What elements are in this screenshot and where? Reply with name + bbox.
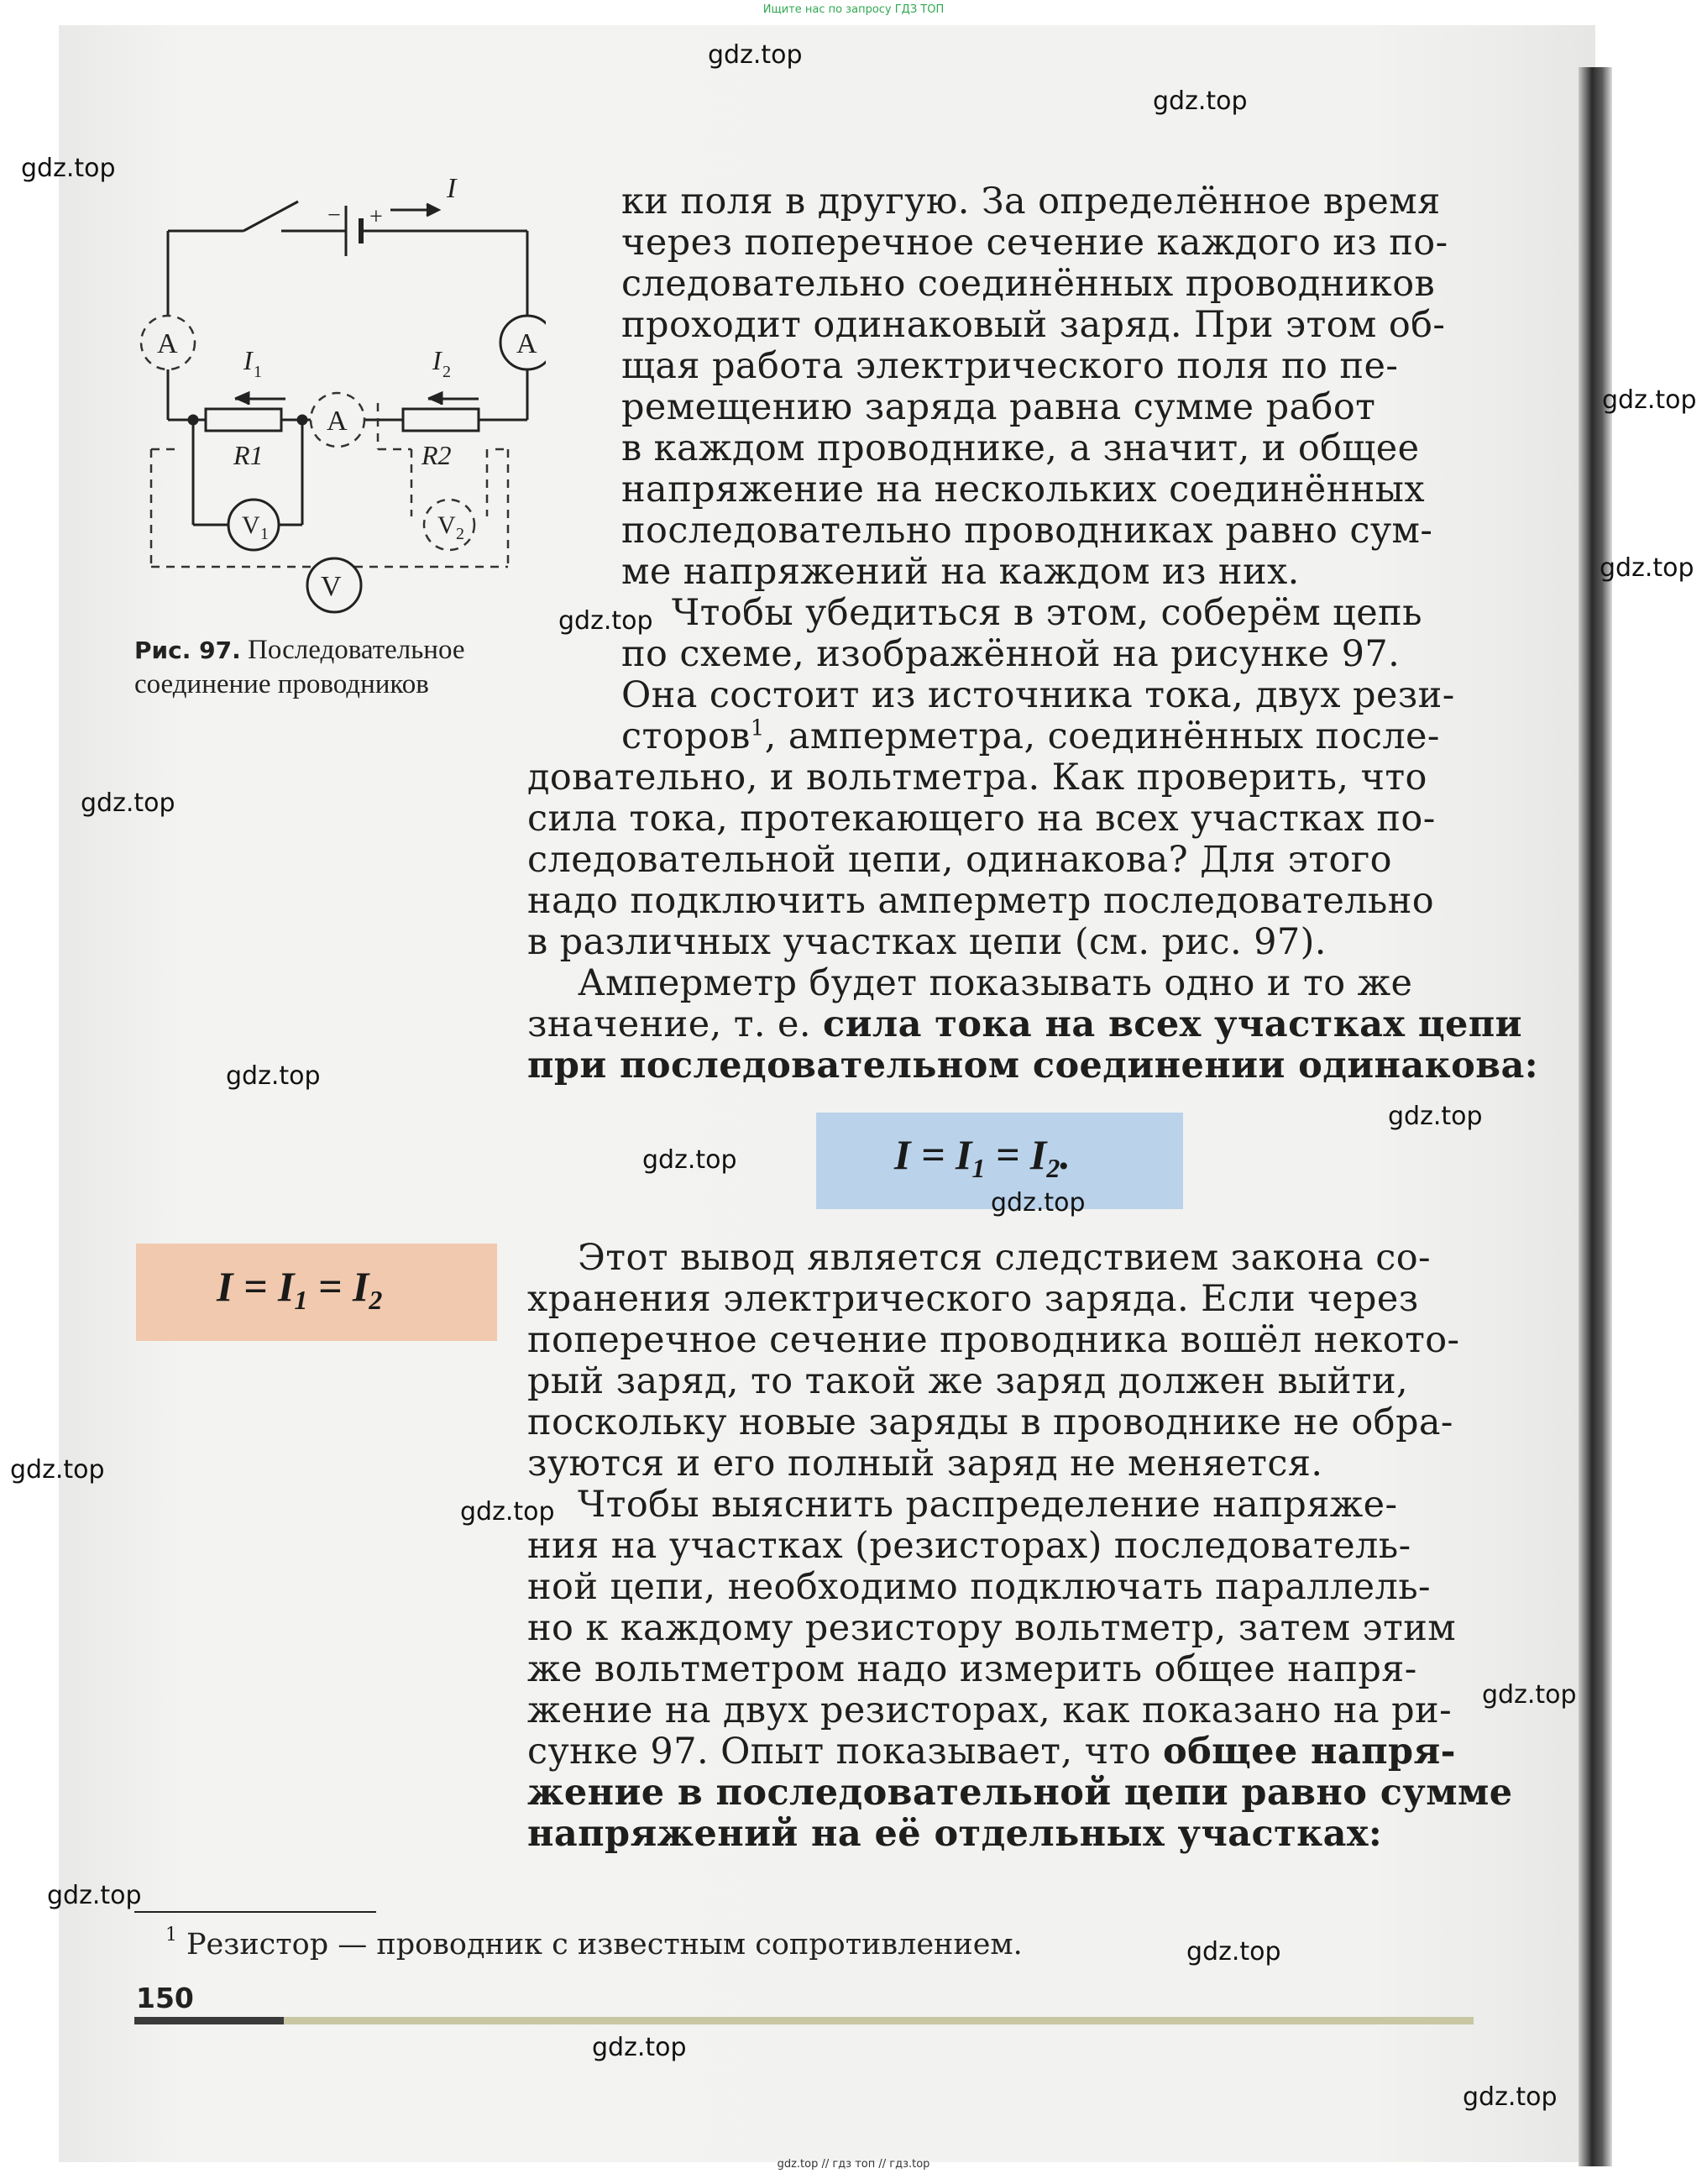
current-label: I — [447, 173, 457, 204]
text-line: последовательно проводниках равно сум- — [621, 510, 1433, 552]
header-note: Ищите нас по запросу ГДЗ ТОП — [762, 3, 945, 16]
formula-current-equality-margin — [217, 1262, 382, 1316]
formula-current-equality — [894, 1130, 1071, 1184]
watermark: gdz.top — [592, 2033, 687, 2062]
text-span: , амперметра, соединённых после- — [764, 715, 1440, 757]
text-line — [527, 1813, 1382, 1855]
figure-caption-label: Рис. 97. — [134, 636, 241, 664]
text-line: рый заряд, то такой же заряд должен выйти, — [527, 1360, 1409, 1402]
text-line: Этот вывод является следствием закона со- — [578, 1237, 1431, 1279]
text-line: ния на участках (резисторах) последователь- — [527, 1525, 1411, 1567]
r2-label: R2 — [422, 440, 452, 470]
watermark: gdz.top — [460, 1497, 555, 1527]
watermark: gdz.top — [1153, 86, 1248, 116]
figure-caption — [134, 633, 487, 701]
i2-label: I — [432, 345, 442, 375]
bold-text: жение в последовательной цепи равно сумме — [527, 1772, 1513, 1814]
formula-part: = I — [985, 1131, 1047, 1178]
watermark: gdz.top — [1388, 1102, 1483, 1131]
formula-part: I = I — [894, 1131, 972, 1178]
ammeter-label-right: A — [516, 328, 537, 359]
text-line: следовательно соединённых проводников — [621, 263, 1436, 305]
bold-text: общее напря- — [1163, 1731, 1456, 1773]
text-line: следовательной цепи, одинакова? Для этого — [527, 839, 1392, 881]
page-number: 150 — [136, 1982, 194, 2014]
ammeter-label-left: A — [157, 328, 178, 359]
text-line — [527, 1731, 1456, 1773]
watermark: gdz.top — [558, 606, 653, 636]
text-line: надо подключить амперметр последовательно — [527, 880, 1435, 922]
text-line — [527, 1772, 1513, 1814]
footnote-mark: 1 — [165, 1925, 177, 1946]
circuit-diagram — [126, 172, 546, 626]
figure-caption-text: Последовательное соединение проводников — [134, 635, 465, 699]
watermark: gdz.top — [1482, 1680, 1577, 1710]
v2-label: V — [437, 511, 456, 539]
text-line: хранения электрического заряда. Если через — [527, 1278, 1419, 1320]
text-line: по схеме, изображённой на рисунке 97. — [621, 633, 1401, 675]
watermark: gdz.top — [226, 1061, 321, 1091]
text-line: напряжение на нескольких соединённых — [621, 469, 1425, 511]
formula-sub: 2 — [369, 1285, 383, 1315]
bold-text: при последовательном соединении одинакова: — [527, 1045, 1539, 1087]
text-line: сила тока, протекающего на всех участках по- — [527, 798, 1436, 840]
formula-part: = I — [307, 1263, 369, 1310]
ammeter-label-middle: A — [327, 406, 348, 437]
battery-minus: − — [327, 202, 341, 228]
i1-sub: 1 — [254, 363, 262, 381]
text-line: же вольтметром надо измерить общее напря- — [527, 1648, 1417, 1690]
bottom-bar — [134, 2017, 1474, 2024]
text-line: щая работа электрического поля по пе- — [621, 345, 1399, 387]
formula-sub: 1 — [294, 1285, 308, 1315]
text-line — [527, 1045, 1538, 1087]
footnote-rule — [134, 1911, 376, 1913]
watermark: gdz.top — [10, 1455, 105, 1485]
text-line: Чтобы убедиться в этом, соберём цепь — [672, 592, 1422, 634]
footnote-ref: 1 — [750, 715, 765, 741]
r1-label: R1 — [233, 440, 264, 470]
bottom-bar-accent — [134, 2017, 284, 2024]
watermark: gdz.top — [47, 1881, 142, 1910]
text-line: через поперечное сечение каждого из по- — [621, 222, 1448, 264]
footer-note: gdz.top // гдз топ // гдз.top — [777, 2158, 930, 2171]
text-line: Амперметр будет показывать одно и то же — [578, 962, 1413, 1004]
battery-plus: + — [369, 204, 383, 230]
text-line: ме напряжений на каждом из них. — [621, 551, 1300, 593]
watermark: gdz.top — [1463, 2082, 1558, 2112]
voltmeter-label: V — [321, 571, 342, 602]
text-line: поперечное сечение проводника вошёл некото- — [527, 1319, 1460, 1361]
v1-sub: 1 — [260, 525, 269, 543]
text-line: Она состоит из источника тока, двух рези- — [621, 674, 1455, 716]
watermark: gdz.top — [1186, 1937, 1281, 1967]
formula-part: I = I — [217, 1263, 295, 1310]
text-line: зуются и его полный заряд не меняется. — [527, 1443, 1323, 1485]
text-line: жение на двух резисторах, как показано на ри- — [527, 1689, 1452, 1731]
bold-text: напряжений на её отдельных участках: — [527, 1813, 1383, 1855]
text-line: но к каждому резистору вольтметр, затем этим — [527, 1607, 1457, 1649]
text-line — [527, 1003, 1522, 1045]
v1-label: V — [242, 511, 260, 539]
text-line: ной цепи, необходимо подключать параллель- — [527, 1566, 1431, 1608]
text-span: сунке 97. Опыт показывает, что — [527, 1731, 1164, 1773]
watermark: gdz.top — [708, 40, 803, 70]
formula-part: . — [1060, 1131, 1071, 1178]
watermark: gdz.top — [991, 1188, 1086, 1218]
watermark: gdz.top — [1600, 553, 1694, 583]
i1-label: I — [243, 345, 253, 375]
text-line: в различных участках цепи (см. рис. 97). — [527, 921, 1327, 963]
book-spine — [1579, 67, 1612, 2166]
text-line: Чтобы выяснить распределение напряже- — [578, 1484, 1398, 1526]
watermark: gdz.top — [81, 788, 175, 818]
formula-sub: 1 — [971, 1153, 986, 1183]
text-line: проходит одинаковый заряд. При этом об- — [621, 304, 1446, 346]
text-line: в каждом проводнике, а значит, и общее — [621, 427, 1420, 469]
footnote-text: Резистор — проводник с известным сопротивлением. — [186, 1928, 1023, 1961]
watermark: gdz.top — [1602, 385, 1697, 415]
text-line: довательно, и вольтметра. Как проверить, что — [527, 757, 1427, 799]
text-span: сторов — [621, 715, 751, 757]
text-line — [621, 715, 1440, 757]
text-line: ремещению заряда равна сумме работ — [621, 386, 1376, 428]
i2-sub: 2 — [442, 363, 451, 381]
text-span: значение, т. е. — [527, 1003, 824, 1045]
v2-sub: 2 — [456, 525, 464, 543]
text-line: ки поля в другую. За определённое время — [621, 181, 1441, 223]
formula-sub: 2 — [1046, 1153, 1060, 1183]
bold-text: сила тока на всех участках цепи — [823, 1003, 1522, 1045]
text-line: поскольку новые заряды в проводнике не обра- — [527, 1401, 1453, 1443]
watermark: gdz.top — [642, 1145, 737, 1175]
watermark: gdz.top — [21, 154, 116, 183]
